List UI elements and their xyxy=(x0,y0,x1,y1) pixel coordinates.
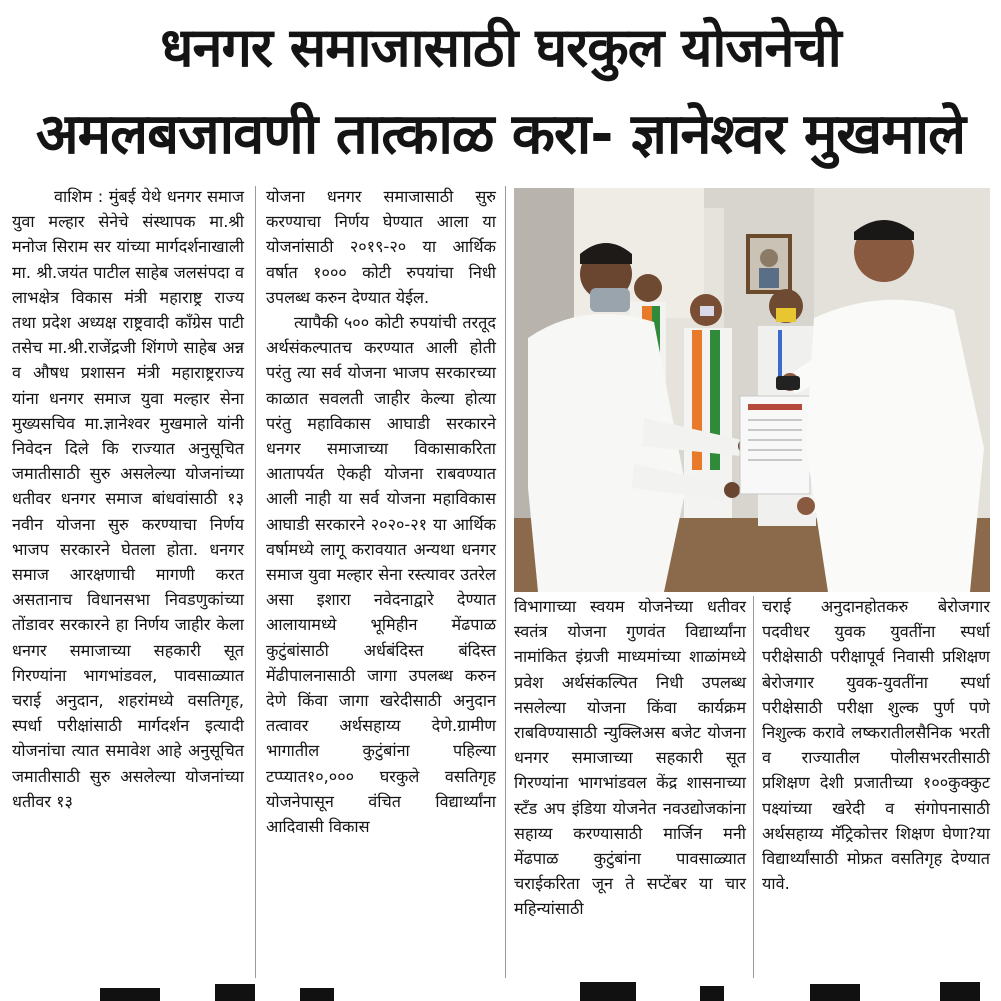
article-paragraph: चराई अनुदानहोतकरु बेरोजगार पदवीधर युवक युवतींना स्पर्धा परीक्षेसाठी परीक्षापूर्व निवासी प्रशिक्षण बेरोजगार युवक-युवतींना स्पर्धा परीक्षेसाठी परीक्षा शुल्क पुर्ण पणे निशुल्क करावे लष्करातीलसैनिक भरती व राज्यातील पोलीसभरतीसाठी प्रशिक्षण देशी प्रजातीच्या १००कुक्कुट पक्ष्यांच्या खरेदी व संगोपनासाठी अर्थसहाय्य मॅट्रिकोत्तर शिक्षण घेणा?या विद्यार्थ्यांसाठी मोफ्रत वसतिगृह देण्यात यावे. xyxy=(762,597,990,894)
article-paragraph: विभागाच्या स्वयम योजनेच्या धतीवर स्वतंत्र योजना गुणवंत विद्यार्थ्यांना नामांकित इंग्रजी माध्यमांच्या शाळांमध्ये प्रवेश अर्थसंकल्पित निधी उपलब्ध नसलेल्या योजना किंवा कार्यक्रम राबविण्यासाठी न्युक्लिअस बजेट योजना धनगर समाजाच्या सहकारी सूत गिरण्यांना भागभांडवल केंद्र शासनाच्या स्टँड अप इंडिया योजनेत नवउद्योजकांना सहाय्य करण्यासाठी मार्जिन मनी मेंढपाळ कुटुंबांना पावसाळ्यात चराईकरिता जून ते सप्टेंबर या चार महिन्यांसाठी xyxy=(514,597,746,919)
column-divider xyxy=(753,596,754,978)
article-column-1 xyxy=(12,184,244,814)
column-divider xyxy=(255,186,256,978)
next-headline-cropped xyxy=(0,978,1001,1001)
photo-illustration xyxy=(514,188,990,592)
column-divider xyxy=(505,186,506,978)
article-column-2 xyxy=(266,184,496,839)
article-paragraph: त्यापैकी ५०० कोटी रुपयांची तरतूद अर्थसंकल्पातच करण्यात आली होती परंतु त्या सर्व योजना भाजप सरकारच्या काळात सवलती जाहीर केल्या होत्या परंतु महाविकास आघाडी सरकारने धनगर समाजाच्या विकासाकरिता आतापर्यत ऐकही योजना राबवण्यात आली नाही या सर्व योजना महाविकास आघाडी सरकारने २०२०-२१ या आर्थिक वर्षामध्ये लागू करावयात अन्यथा धनगर समाज युवा मल्हार सेना रस्त्यावर उतरेल असा इशारा नवेदनाद्वारे देण्यात आलायामध्ये भूमिहीन मेंढपाळ कुटुंबांसाठी अर्धबंदिस्त बंदिस्त मेंढीपालनासाठी जागा उपलब्ध करुन देणे किंवा जागा खरेदीसाठी अनुदान तत्वावर अर्थसहाय्य देणे.ग्रामीण भागातील कुटुंबांना पहिल्या टप्प्यात१०,००० घरकुले वसतिगृह योजनेपासून वंचित विद्यार्थ्यांना आदिवासी विकास xyxy=(266,313,496,837)
article-column-3 xyxy=(514,594,746,922)
news-photo xyxy=(514,188,990,592)
headline-line-2: अमलबजावणी तात्काळ करा- ज्ञानेश्वर मुखमाले xyxy=(35,102,966,167)
article-paragraph: योजना धनगर समाजासाठी सुरु करण्याचा निर्णय घेण्यात आला या योजनांसाठी २०१९-२० या आर्थिक वर्षात १००० कोटी रुपयांचा निधी उपलब्ध करुन देण्यात येईल. xyxy=(266,187,496,307)
article-paragraph: वाशिम : मुंबई येथे धनगर समाज युवा मल्हार सेनेचे संस्थापक मा.श्री मनोज सिराम सर यांच्या मार्गदर्शनाखाली मा. श्री.जयंत पाटील साहेब जलसंपदा व लाभक्षेत्र विकास मंत्री महाराष्ट्र राज्य तथा प्रदेश अध्यक्ष राष्ट्रवादी काँग्रेस पाटी तसेच मा.श्री.राजेंद्रजी शिंगणे साहेब अन्न व औषध प्रशासन मंत्री महाराष्ट्रराज्य यांना धनगर समाज युवा मल्हार सेना मुख्यसचिव मा.ज्ञानेश्वर मुखमाले यांनी निवेदन दिले कि राज्यात अनुसूचित जमातीसाठी सुरु असलेल्या योजनांच्या धतीवर धनगर समाज बांधवांसाठी १३ नवीन योजना सुरु करण्याचा निर्णय भाजप सरकारने घेतला होता. धनगर समाज आरक्षणाची मागणी करत असतानाच विधानसभा निवडणुकांच्या तोंडावर सरकारने हा निर्णय जाहीर केला धनगर समाजाच्या सहकारी सूत गिरण्यांना भागभांडवल, पावसाळ्यात चराई अनुदान, शहरांमध्ये वसतिगृह, स्पर्धा परीक्षांसाठी मार्गदर्शन इत्यादी योजनांचा त्यात समावेश आहे अनुसूचित जमातीसाठी सुरु असलेल्या योजनांच्या धतीवर १३ xyxy=(12,187,244,811)
article-column-4 xyxy=(762,594,990,896)
headline-line-1: धनगर समाजासाठी घरकुल योजनेची xyxy=(160,16,841,79)
